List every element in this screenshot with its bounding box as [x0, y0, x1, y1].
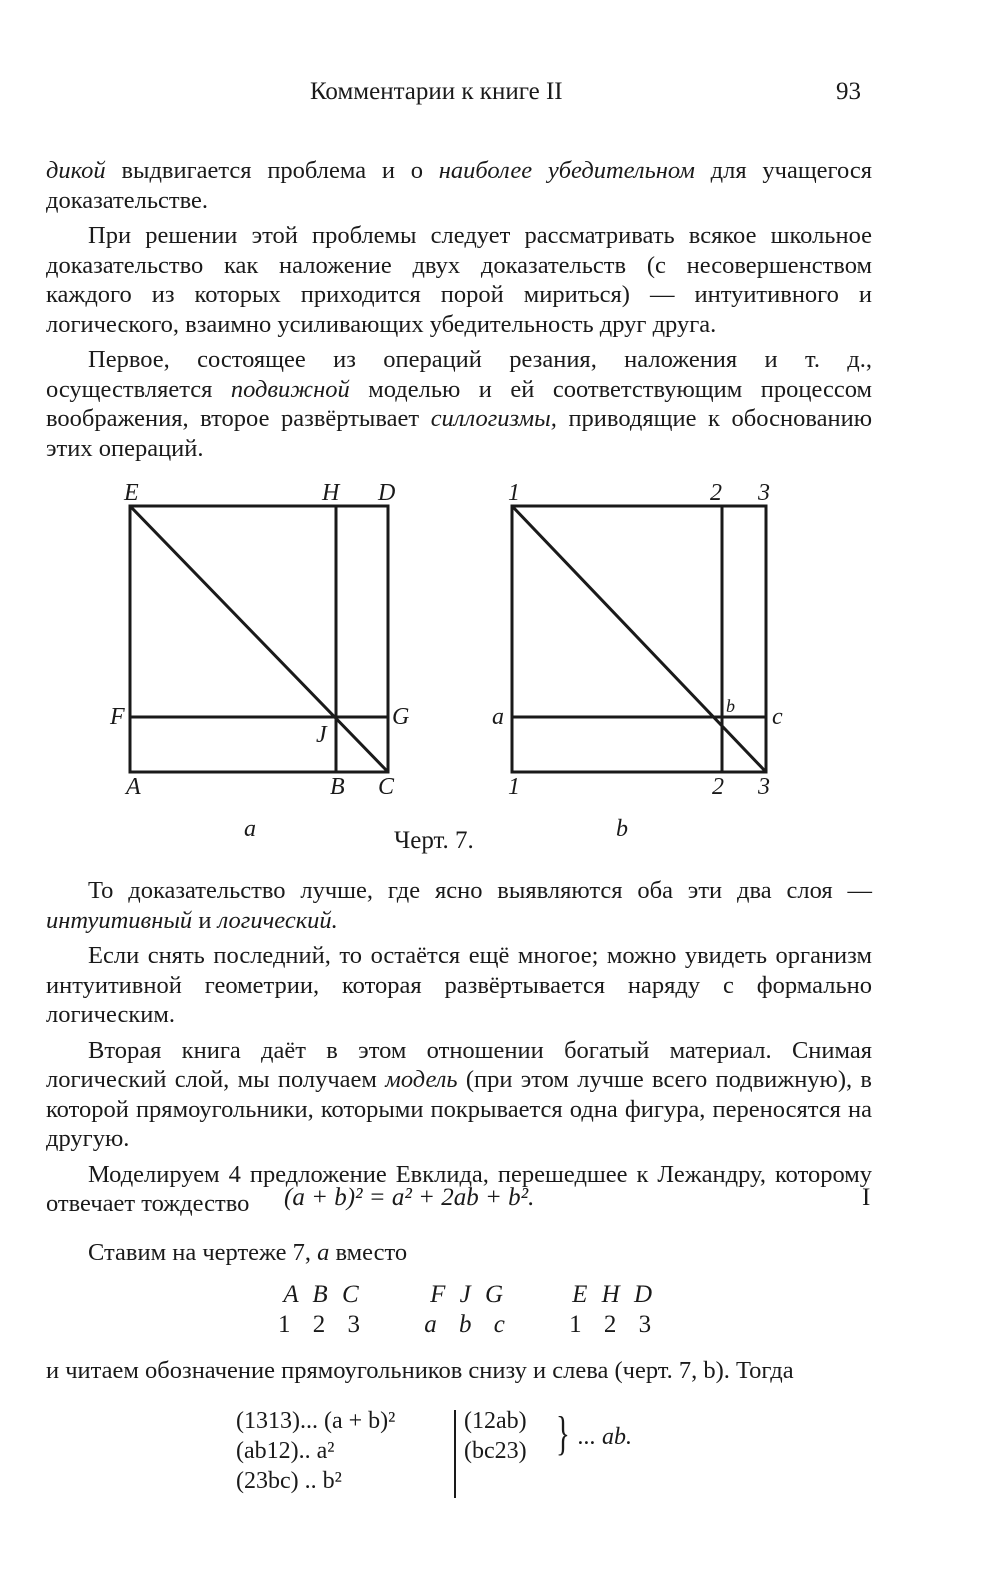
- text-block-bottom: [46, 1356, 872, 1386]
- substitution-group: [569, 1280, 659, 1340]
- label-1-top: 1: [508, 480, 520, 506]
- table-left-column: [236, 1406, 458, 1496]
- label-b: b: [726, 696, 735, 716]
- label-F: F: [110, 704, 125, 730]
- text-block-middle: [46, 876, 872, 1219]
- text-run: (при этом лучше всего подвижную), в которой прямоугольники, которыми покрывается одна фигура, переносятся на другую.: [46, 1066, 872, 1152]
- table-row: (23bc) .. b²: [236, 1468, 342, 1494]
- italic-word: дикой: [46, 157, 106, 184]
- table-result: ... ab.: [578, 1424, 632, 1450]
- identity-formula: (a + b)² = a² + 2ab + b².: [284, 1184, 535, 1211]
- paragraph-6: [46, 1036, 872, 1154]
- numbers: 1 2 3: [278, 1311, 368, 1338]
- substitution-group: [424, 1280, 513, 1340]
- label-B: B: [330, 774, 345, 800]
- text-block-substitute-intro: [46, 1238, 872, 1268]
- text-run: для учащегося доказательстве.: [46, 157, 872, 214]
- right-brace: }: [556, 1407, 570, 1460]
- label-J: J: [316, 722, 327, 748]
- running-title: Комментарии к книге II: [310, 78, 563, 105]
- numbers: a b c: [424, 1311, 513, 1338]
- substitution-table: [278, 1280, 709, 1340]
- italic-word: a: [317, 1239, 330, 1266]
- text-run: вместо: [329, 1239, 408, 1266]
- paragraph-7: Моделируем 4 предложение Евклида, перешедшее к Лежандру, которому отвечает тождество: [46, 1160, 872, 1217]
- italic-word: модель: [385, 1066, 458, 1093]
- table-row: (12ab): [464, 1408, 527, 1434]
- label-3-top: 3: [758, 480, 770, 506]
- table-right-column: [464, 1406, 554, 1466]
- italic-word: интуитивный: [46, 906, 193, 934]
- italic-word: силлогизмы,: [430, 405, 557, 432]
- page-number: 93: [836, 78, 861, 105]
- text-run: приводящие к обоснованию этих операций.: [46, 405, 872, 462]
- label-C: C: [378, 774, 395, 800]
- numbers: 1 2 3: [569, 1311, 660, 1338]
- diagonal-a: [130, 506, 388, 772]
- page-header: [0, 72, 1000, 112]
- table-row: (ab12).. a²: [236, 1438, 335, 1464]
- letters: E H D: [572, 1281, 657, 1308]
- text-block-top: [46, 156, 872, 463]
- paragraph-8: [46, 1238, 872, 1268]
- formula-label: I: [862, 1184, 871, 1211]
- figure-caption: Черт. 7.: [394, 827, 474, 854]
- diagram-b: [512, 506, 766, 772]
- text-run: То доказательство лучше, где ясно выявляются оба эти два слоя —: [88, 877, 872, 904]
- paragraph-2: При решении этой проблемы следует рассматривать всякое школьное доказательство как наложение двух доказательств (с несовершенством каждого из которых приходится порой мириться) — интуитивного и логического, взаимно усиливающих убедительность друг друга.: [46, 222, 872, 338]
- italic-phrase: наиболее убедительном: [438, 157, 695, 184]
- label-3-bottom: 3: [758, 774, 770, 800]
- table-divider: [454, 1410, 456, 1498]
- label-A: A: [126, 774, 141, 800]
- text-run: моделью и ей соответствующим процессом воображения, второе развёртывает: [46, 375, 872, 432]
- label-D: D: [378, 480, 396, 506]
- paragraph-1: [46, 156, 872, 215]
- diagonal-b: [512, 506, 766, 772]
- italic-word: подвижной: [230, 375, 350, 403]
- letters: F J G: [430, 1281, 508, 1308]
- paragraph-3: [46, 345, 872, 463]
- label-1-bottom: 1: [508, 774, 520, 800]
- text-run: Первое, состоящее из операций резания, наложения и т. д., осуществляется: [46, 346, 872, 403]
- label-H: H: [322, 480, 340, 506]
- letters: A B C: [283, 1281, 363, 1308]
- label-2-top: 2: [710, 480, 722, 506]
- text-run: выдвигается проблема и о: [105, 157, 439, 184]
- figure-7: [100, 470, 820, 870]
- italic-word: логический.: [217, 906, 338, 934]
- label-a: a: [492, 704, 504, 730]
- paragraph-5: Если снять последний, то остаётся ещё многое; можно увидеть организм интуитивной геометрии, которая развёртывается наряду с формально логическим.: [46, 942, 872, 1028]
- label-G: G: [392, 704, 410, 730]
- sublabel-b: b: [616, 816, 628, 842]
- label-c: c: [772, 704, 783, 730]
- text-run: Ставим на чертеже 7,: [88, 1239, 318, 1266]
- label-E: E: [124, 480, 139, 506]
- diagram-a: [130, 506, 388, 772]
- sublabel-a: a: [244, 816, 256, 842]
- label-2-bottom: 2: [712, 774, 724, 800]
- paragraph-4: [46, 876, 872, 935]
- table-row: (1313)... (a + b)²: [236, 1408, 396, 1434]
- table-row: (bc23): [464, 1438, 527, 1464]
- text-run: и: [192, 906, 218, 934]
- paragraph-9: и читаем обозначение прямоугольников снизу и слева (черт. 7, b). Тогда: [46, 1357, 794, 1384]
- substitution-group: [278, 1280, 368, 1340]
- text-run: Вторая книга даёт в этом отношении богатый материал. Снимая логический слой, мы получаем: [46, 1036, 872, 1093]
